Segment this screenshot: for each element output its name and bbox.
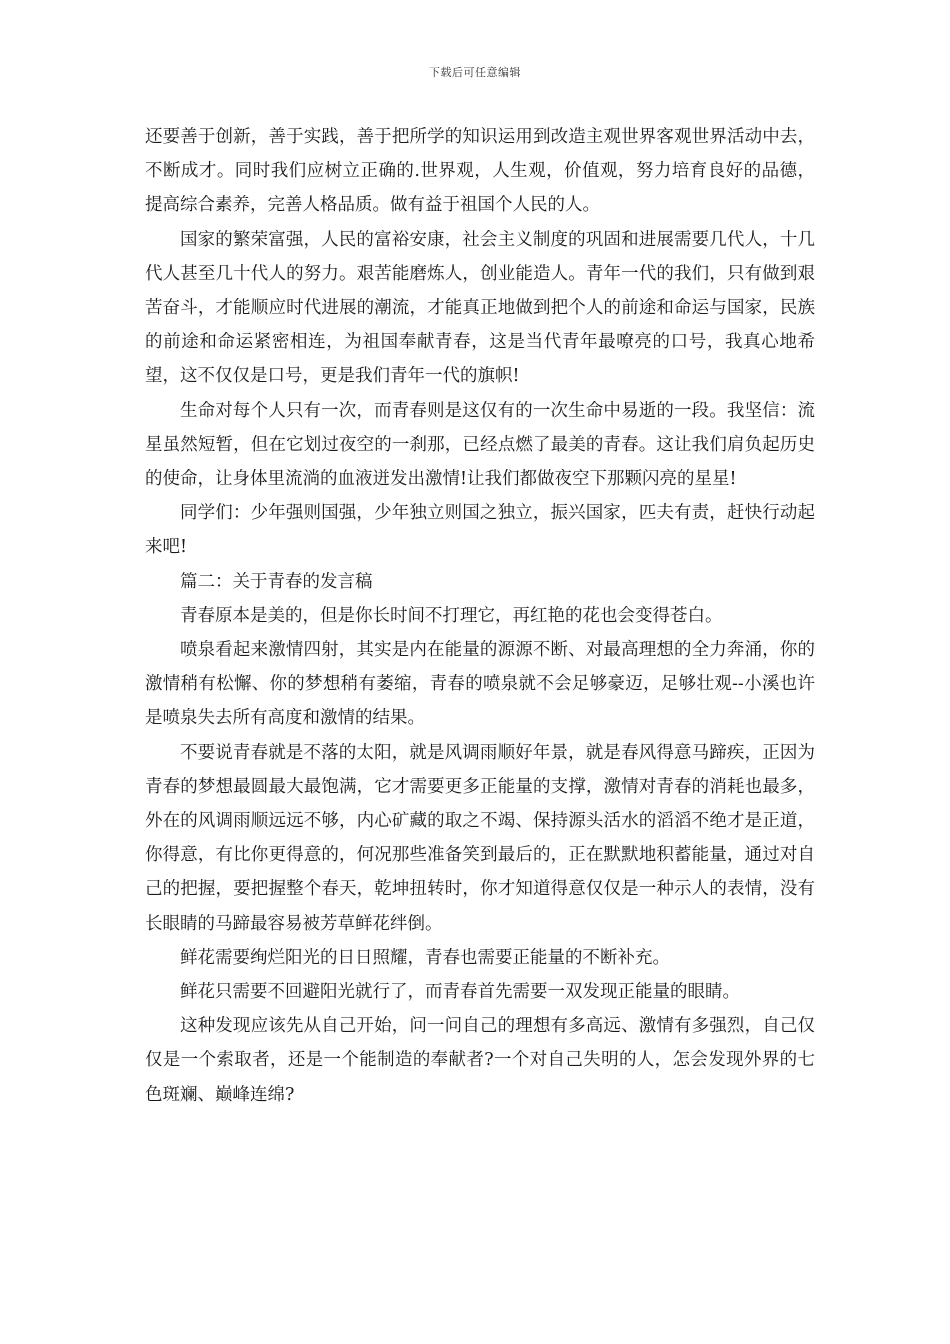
section-heading: 篇二：关于青春的发言稿 xyxy=(180,571,373,592)
paragraph-2: 国家的繁荣富强，人民的富裕安康，社会主义制度的巩固和进展需要几代人，十几代人甚至几十代人的努力。艰苦能磨炼人，创业能造人。青年一代的我们，只有做到艰苦奋斗，才能顺应时代进展的潮流，才能真正地做到把个人的前途和命运与国家，民族的前途和命运紧密相连，为祖国奉献青春，这是当代青年最嘹亮的口号，我真心地希望，这不仅仅是口号，更是我们青年一代的旗帜! xyxy=(145,229,815,387)
paragraph-7: 喷泉看起来激情四射，其实是内在能量的源源不断、对最高理想的全力奔涌，你的激情稍有松懈、你的梦想稍有萎缩，青春的喷泉就不会足够豪迈，足够壮观--小溪也许是喷泉失去所有高度和激情的结果。 xyxy=(145,640,815,729)
document-body xyxy=(145,120,815,1112)
paragraph-3: 生命对每个人只有一次，而青春则是这仅有的一次生命中易逝的一段。我坚信：流星虽然短暂，但在它划过夜空的一刹那，已经点燃了最美的青春。这让我们肩负起历史的使命，让身体里流淌的血液迸发出激情!让我们都做夜空下那颗闪亮的星星! xyxy=(145,400,815,490)
paragraph-9: 鲜花需要绚烂阳光的日日照耀，青春也需要正能量的不断补充。 xyxy=(180,947,670,968)
paragraph-1: 还要善于创新，善于实践，善于把所学的知识运用到改造主观世界客观世界活动中去，不断成才。同时我们应树立正确的.世界观，人生观，价值观，努力培育良好的品德，提高综合素养，完善人格品质。做有益于祖国个人民的人。 xyxy=(145,127,815,216)
paragraph-8: 不要说青春就是不落的太阳，就是风调雨顺好年景，就是春风得意马蹄疾，正因为青春的梦想最圆最大最饱满，它才需要更多正能量的支撑，激情对青春的消耗也最多，外在的风调雨顺远远不够，内心矿藏的取之不竭、保持源头活水的滔滔不绝才是正道，你得意，有比你更得意的，何况那些准备笑到最后的，正在默默地积蓄能量，通过对自己的把握，要把握整个春天，乾坤扭转时，你才知道得意仅仅是一种示人的表情，没有长眼睛的马蹄最容易被芳草鲜花绊倒。 xyxy=(145,742,815,934)
paragraph-10: 鲜花只需要不回避阳光就行了，而青春首先需要一双发现正能量的眼睛。 xyxy=(180,982,740,1003)
paragraph-6: 青春原本是美的，但是你长时间不打理它，再红艳的花也会变得苍白。 xyxy=(180,605,723,626)
paragraph-11: 这种发现应该先从自己开始，问一问自己的理想有多高远、激情有多强烈，自己仅仅是一个索取者，还是一个能制造的奉献者?一个对自己失明的人，怎会发现外界的七色斑斓、巅峰连绵? xyxy=(145,1016,815,1105)
page-header-note: 下载后可任意编辑 xyxy=(429,66,521,79)
paragraph-4: 同学们：少年强则国强，少年独立则国之独立，振兴国家，匹夫有责，赶快行动起来吧! xyxy=(145,503,815,558)
